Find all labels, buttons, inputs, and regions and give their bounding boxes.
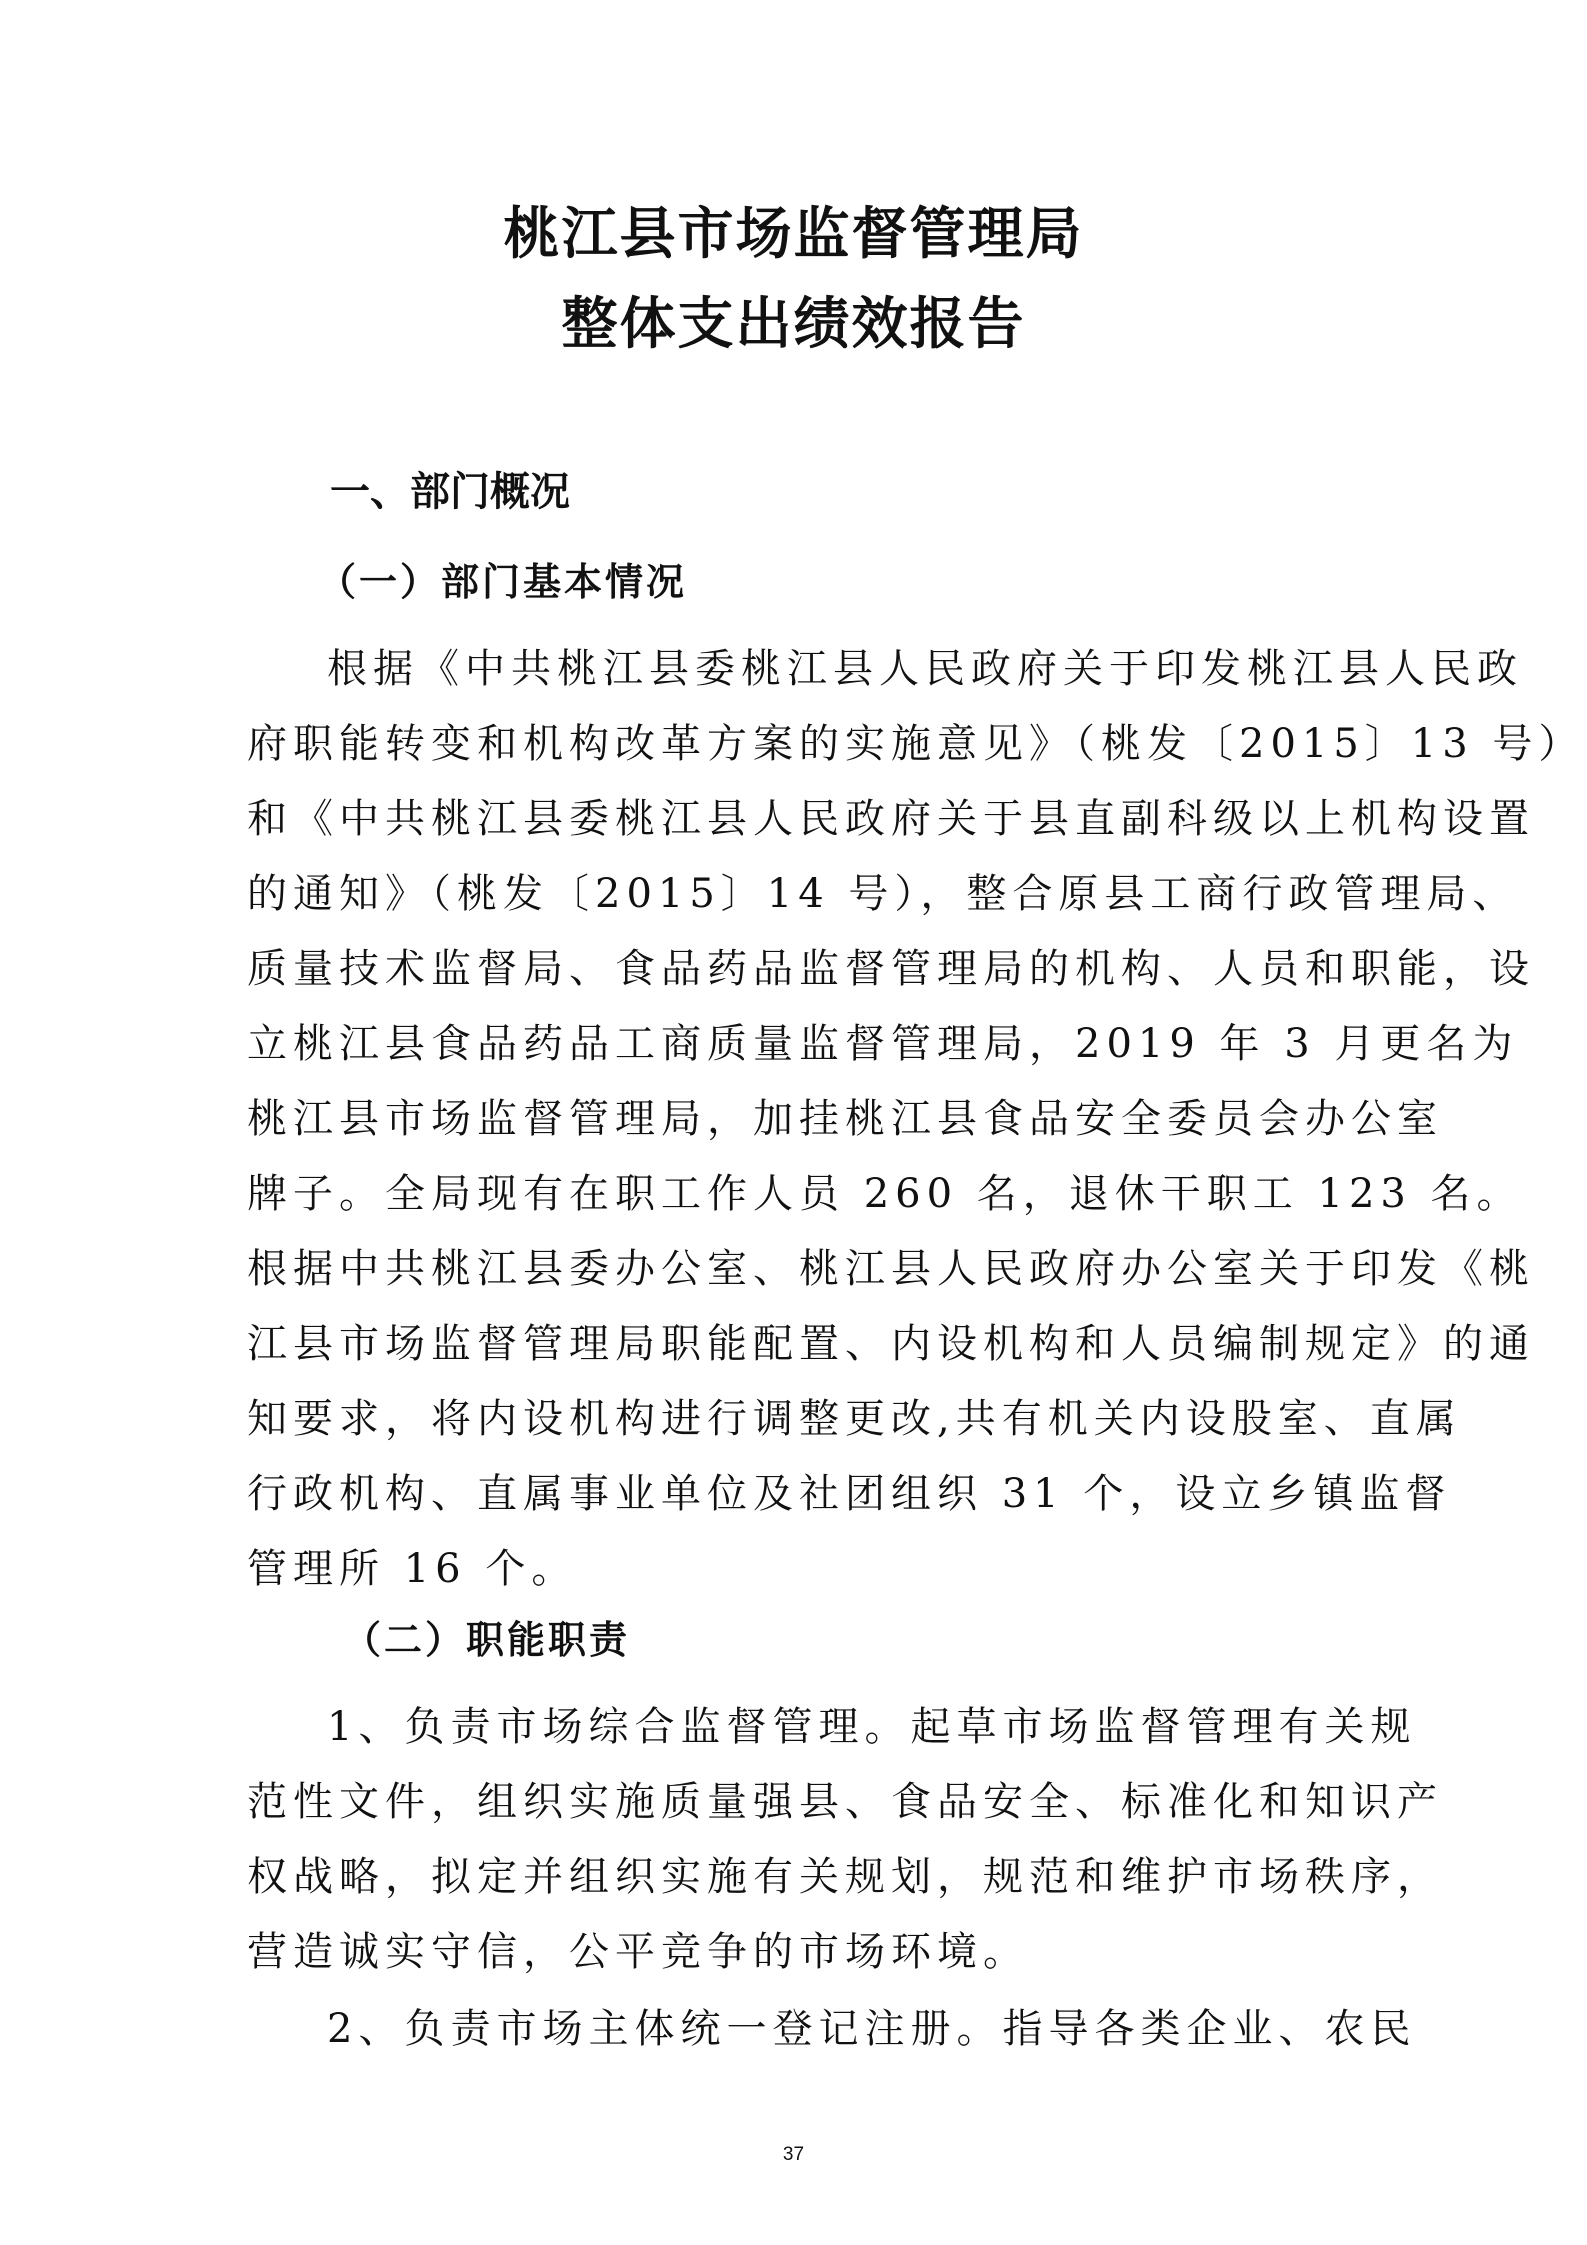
text-line: 权战略，拟定并组织实施有关规划，规范和维护市场秩序， xyxy=(247,1854,1443,1900)
text-line: 江县市场监督管理局职能配置、内设机构和人员编制规定》的通 xyxy=(247,1321,1535,1367)
text-line: 桃江县市场监督管理局，加挂桃江县食品安全委员会办公室 xyxy=(247,1096,1443,1142)
text-line: 根据《中共桃江县委桃江县人民政府关于印发桃江县人民政 xyxy=(327,646,1523,692)
text-line: 行政机构、直属事业单位及社团组织 31 个，设立乡镇监督 xyxy=(247,1471,1452,1517)
text-line: 牌子。全局现有在职工作人员 260 名，退休干职工 123 名。 xyxy=(247,1171,1523,1217)
text-line: 和《中共桃江县委桃江县人民政府关于县直副科级以上机构设置 xyxy=(247,796,1535,842)
text-line: 管理所 16 个。 xyxy=(247,1546,578,1592)
text-line: 根据中共桃江县委办公室、桃江县人民政府办公室关于印发《桃 xyxy=(247,1246,1535,1292)
text-line: 立桃江县食品药品工商质量监督管理局，2019 年 3 月更名为 xyxy=(247,1021,1519,1067)
text-line: 府职能转变和机构改革方案的实施意见》（桃发〔2015〕13 号） xyxy=(247,721,1585,767)
title-line-2: 整体支出绩效报告 xyxy=(561,292,1026,357)
paragraph-function-item-1 xyxy=(247,1690,1443,1990)
text-line: 营造诚实守信，公平竞争的市场环境。 xyxy=(247,1929,1029,1975)
title-line-1: 桃江县市场监督管理局 xyxy=(503,202,1084,267)
text-line: 1、负责市场综合监督管理。起草市场监督管理有关规 xyxy=(327,1704,1417,1750)
text-line: 知要求，将内设机构进行调整更改,共有机关内设股室、直属 xyxy=(247,1396,1462,1442)
text-line: 的通知》（桃发〔2015〕14 号），整合原县工商行政管理局、 xyxy=(247,871,1519,917)
paragraph-function-item-2 xyxy=(247,1992,1417,2067)
document-title xyxy=(0,190,1587,370)
section-heading-department-overview: 一、部门概况 xyxy=(330,469,570,515)
page-number: 37 xyxy=(782,2144,805,2165)
text-line: 2、负责市场主体统一登记注册。指导各类企业、农民 xyxy=(327,2006,1417,2052)
paragraph-basic-info xyxy=(247,632,1585,1607)
subsection-heading-functions: （二）职能职责 xyxy=(343,1617,631,1662)
subsection-heading-basic-info: （一）部门基本情况 xyxy=(318,559,688,604)
text-line: 质量技术监督局、食品药品监督管理局的机构、人员和职能，设 xyxy=(247,946,1535,992)
text-line: 范性文件，组织实施质量强县、食品安全、标准化和知识产 xyxy=(247,1779,1443,1825)
